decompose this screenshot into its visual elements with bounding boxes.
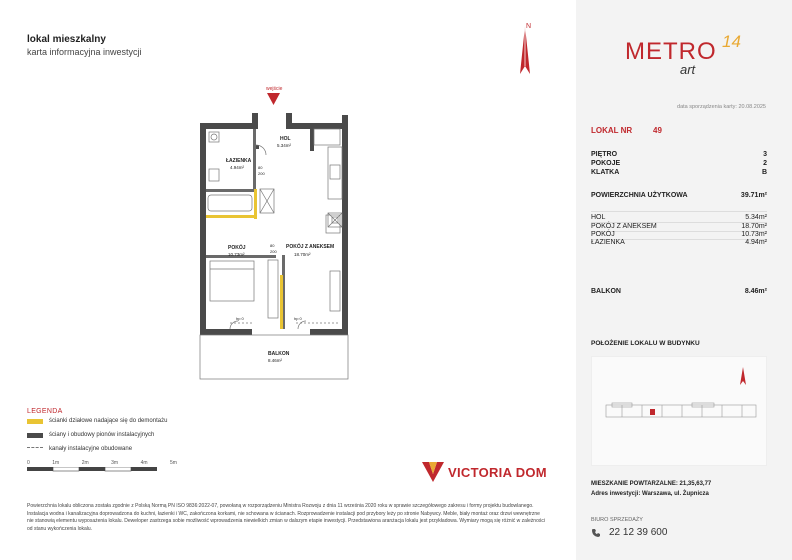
room-pokoj-label: POKÓJ: [228, 245, 246, 251]
building-outline: [592, 357, 768, 467]
legend-swatch-dashed: [27, 447, 43, 451]
entrance-marker-icon: [267, 93, 280, 105]
param-key: KLATKA: [591, 169, 620, 176]
room-lazienka-area: 4.94m²: [230, 165, 245, 170]
scale-label: 5m: [170, 460, 177, 466]
room-row-pokoj-aneks: [591, 223, 767, 230]
room-row-lazienka: [591, 239, 767, 246]
balkon-value: 8.46m²: [744, 288, 767, 295]
room-row-key: POKÓJ: [591, 231, 615, 238]
doc-subtitle: karta informacyjna inwestycji: [27, 47, 142, 57]
demountable-walls: [206, 189, 283, 329]
usable-area-key: POWIERZCHNIA UŻYTKOWA: [591, 192, 688, 199]
legend-title: LEGENDA: [27, 408, 63, 415]
brand-number: 14: [722, 32, 741, 51]
balkon-row: [591, 288, 767, 295]
door-mark-width: 80: [258, 165, 263, 170]
room-hol-label: HOL: [280, 136, 291, 142]
room-pokoj-aneks-area: 18.70m²: [294, 252, 311, 257]
legend-label: ścianki działowe nadające się do demontażu: [49, 418, 168, 424]
usable-area: [591, 192, 767, 199]
sales-phone-number: 22 12 39 600: [609, 527, 668, 538]
room-row-pokoj: [591, 231, 767, 238]
room-pokoj-aneks-label: POKÓJ Z ANEKSEM: [286, 244, 335, 250]
location-title: POŁOŻENIE LOKALU W BUDYNKU: [591, 340, 700, 347]
legend-item-shafts: [27, 432, 154, 438]
param-floor: [591, 151, 767, 158]
brand-name: METRO: [625, 38, 717, 65]
mini-north-arrow-icon: [740, 367, 746, 385]
room-lazienka-label: ŁAZIENKA: [226, 158, 252, 164]
scale-label: 0: [27, 460, 30, 466]
repeat-info: MIESZKANIE POWTARZALNE: 21,35,63,77: [591, 481, 712, 487]
hp-mark-1: hp 0: [236, 316, 244, 321]
victoria-dom-logo-icon: [422, 462, 444, 482]
room-row-value: 5.34m²: [745, 214, 767, 221]
room-row-value: 18.70m²: [741, 223, 767, 230]
room-balkon-area: 8.46m²: [268, 358, 283, 363]
brand-suffix: art: [680, 62, 696, 77]
param-key: POKOJE: [591, 160, 621, 167]
room-row-value: 4.94m²: [745, 239, 767, 246]
door-mark-height-2: 200: [270, 249, 277, 254]
room-row-hol: [591, 214, 767, 221]
apartment-marker: [650, 409, 655, 415]
room-pokoj-area: 10.73m²: [228, 252, 245, 257]
lokal-label: LOKAL NR: [591, 126, 633, 135]
room-row-value: 10.73m²: [741, 231, 767, 238]
legend-label: ściany i obudowy pionów instalacyjnych: [49, 432, 155, 438]
divider: [591, 211, 767, 212]
developer-logo: [422, 462, 547, 482]
param-value: 3: [763, 151, 767, 158]
legend-item-demountable: [27, 418, 167, 424]
param-staircase: [591, 169, 767, 176]
floor-plan: [190, 85, 365, 385]
lokal-number: 49: [653, 126, 662, 135]
legend-label: kanały instalacyjne obudowane: [49, 446, 133, 452]
scale-label: 4m: [140, 460, 148, 466]
legend-swatch-yellow: [27, 419, 43, 424]
scale-label: 3m: [111, 460, 119, 466]
room-hol-area: 5.34m²: [277, 143, 292, 148]
north-arrow-icon: [512, 20, 538, 78]
legend-item-channels: [27, 446, 132, 452]
phone-icon: [591, 528, 601, 538]
door-mark-width-2: 80: [270, 243, 275, 248]
room-row-key: POKÓJ Z ANEKSEM: [591, 223, 657, 230]
card-date: data sporządzenia karty: 20.08.2025: [677, 104, 766, 110]
entrance-label: wejście: [266, 86, 283, 92]
scale-bar: [27, 467, 177, 473]
sales-phone[interactable]: [591, 527, 667, 538]
address-info: Adres inwestycji: Warszawa, ul. Żupnicza: [591, 491, 709, 497]
legend-swatch-gray: [27, 433, 43, 438]
room-balkon-label: BALKON: [268, 351, 290, 357]
param-rooms: [591, 160, 767, 167]
param-key: PIĘTRO: [591, 151, 618, 158]
scale-label: 2m: [81, 460, 89, 466]
usable-area-value: 39.71m²: [740, 192, 767, 199]
room-row-key: ŁAZIENKA: [591, 239, 625, 246]
right-panel: [576, 0, 792, 560]
balkon-key: BALKON: [591, 288, 621, 295]
north-label: N: [526, 23, 532, 30]
scale-label: 1m: [52, 460, 60, 466]
footnote: Powierzchnia lokalu obliczona została zgodnie z Polską Normą PN ISO 9836:2022-07, powołaną w rozporządzeniu Ministra Rozwoju z dnia 11 września 2020 roku w sprawie szczegółowego zakresu i formy projektu budowlanego. Instalacja wodna i kanalizacyjna doprowadzona do kuchni, łazienki i WC, zakończona korkami, nie schowana w ścianach. Rozprowadzenie instalacji pod przybory leży po stronie Nabywcy. Meble, biały montaż oraz drzwi wewnętrzne nie stanowią elementu wyposażenia lokalu. Deweloper zastrzega sobie możliwość wprowadzenia niewielkich zmian w dalszym etapie inwestycji. Przedstawiona aranżacja lokalu jest przykładowa. Wymiary mogą się różnić w zależności od stanu wykończenia lokalu.: [27, 503, 545, 532]
building-location-map: [591, 356, 767, 466]
scale-labels: [27, 460, 177, 466]
sales-label: BIURO SPRZEDAŻY: [591, 517, 643, 523]
door-mark-height: 200: [258, 171, 265, 176]
hp-mark-2: hp 0: [294, 316, 302, 321]
doc-title: lokal mieszkalny: [27, 34, 106, 45]
developer-name: VICTORIA DOM: [448, 464, 547, 480]
param-value: B: [761, 169, 767, 176]
room-row-key: HOL: [591, 214, 606, 221]
param-value: 2: [763, 160, 767, 167]
